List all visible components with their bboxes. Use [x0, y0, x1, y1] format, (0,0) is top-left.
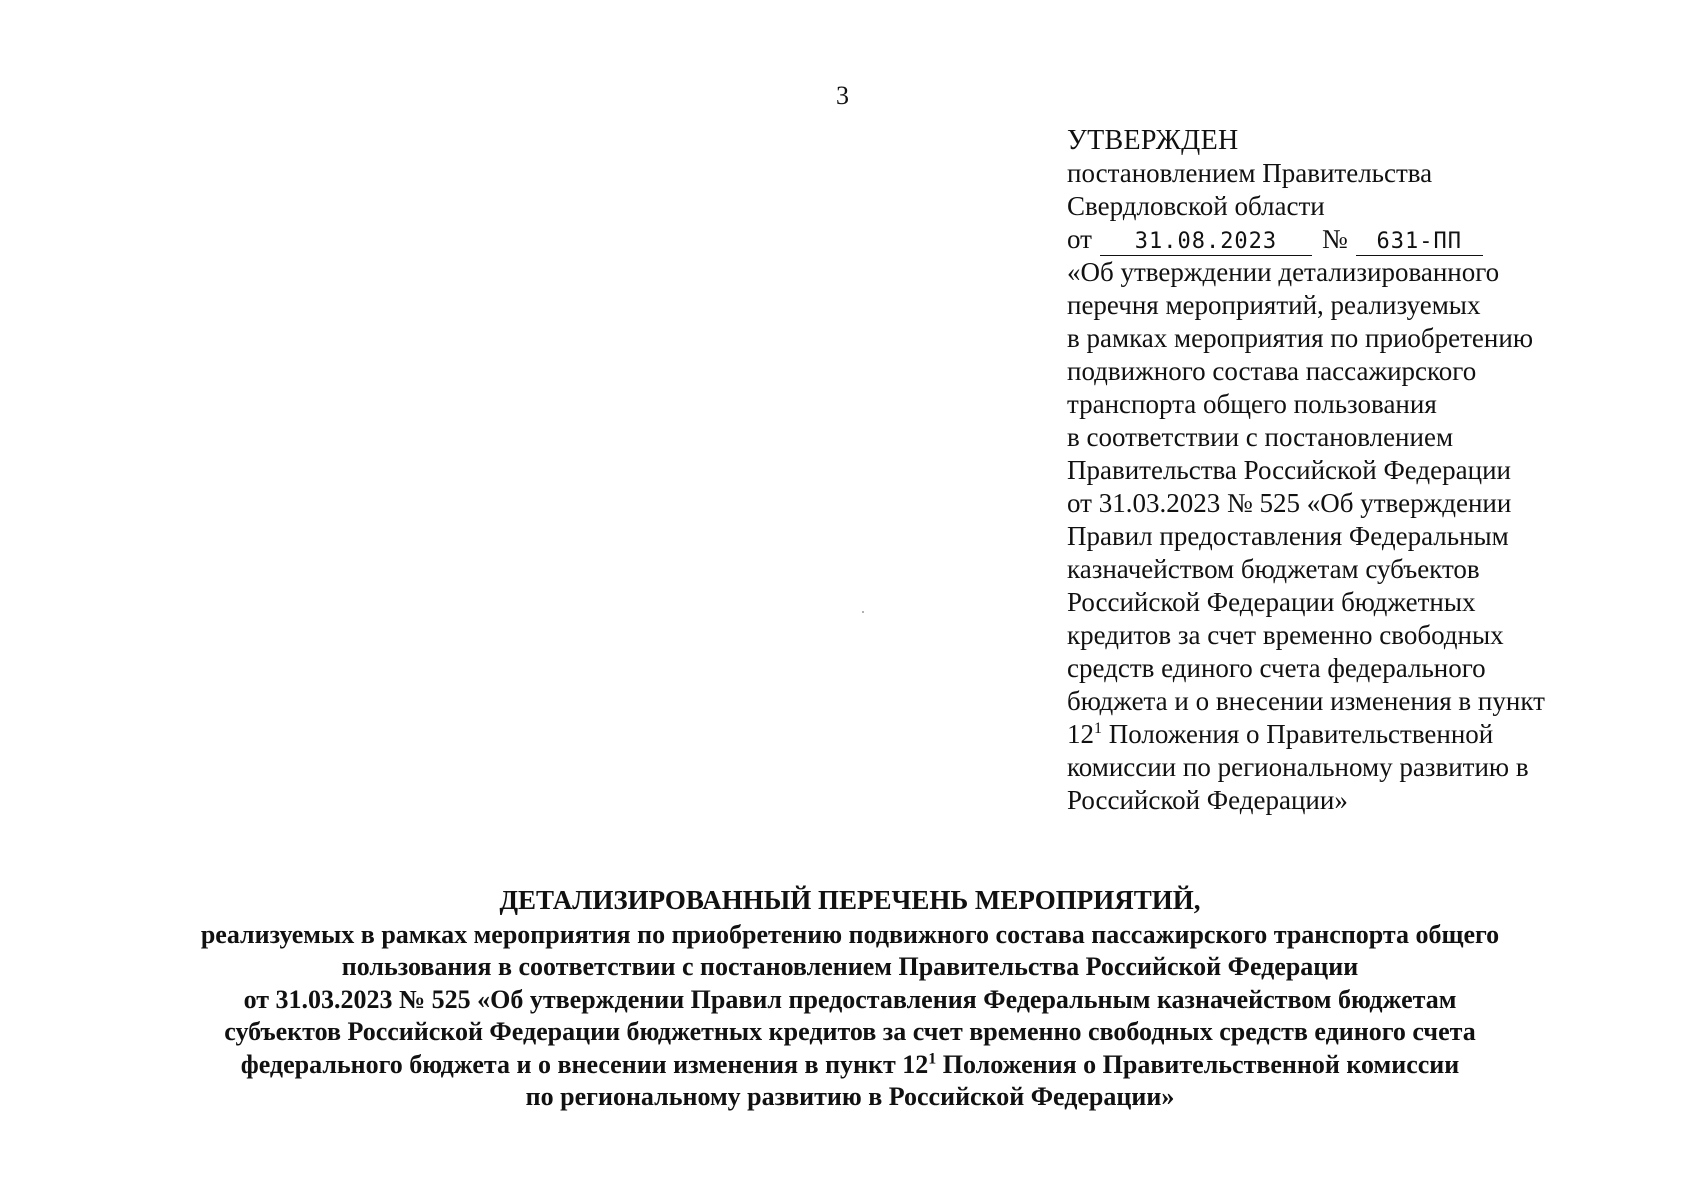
approval-body-line: «Об утверждении детализированного — [1067, 257, 1500, 287]
approval-body-line: транспорта общего пользования — [1067, 389, 1437, 419]
approval-tail-line: комиссии по региональному развитию в — [1067, 752, 1529, 782]
approval-date-field: 31.08.2023 — [1100, 229, 1312, 256]
approval-body-line: казначейством бюджетам субъектов — [1067, 554, 1480, 584]
approval-tail-line: Российской Федерации» — [1067, 785, 1348, 815]
title-line-4: субъектов Российской Федерации бюджетных кредитов за счет временно свободных средств единого счета — [224, 1017, 1476, 1046]
title-line-6: по региональному развитию в Российской Федерации» — [525, 1082, 1175, 1111]
number-sign: № — [1321, 224, 1348, 254]
approval-body-line: средств единого счета федерального — [1067, 653, 1486, 683]
approval-body-line: в соответствии с постановлением — [1067, 422, 1454, 452]
approval-body-line: Российской Федерации бюджетных — [1067, 587, 1476, 617]
approval-date-number-row — [1067, 223, 1627, 256]
page-number — [0, 80, 1697, 112]
title-line-2: пользования в соответствии с постановлением Правительства Российской Федерации — [341, 952, 1359, 981]
approval-point-line — [1067, 718, 1627, 751]
point-superscript: 1 — [1094, 720, 1102, 737]
title-line-1: реализуемых в рамках мероприятия по приобретению подвижного состава пассажирского транспорта общего — [200, 919, 1500, 949]
approval-line-1: постановлением Правительства — [1067, 158, 1433, 188]
document-main-title: ДЕТАЛИЗИРОВАННЫЙ ПЕРЕЧЕНЬ МЕРОПРИЯТИЙ, — [499, 885, 1201, 915]
approval-line-2: Свердловской области — [1067, 191, 1325, 221]
approval-number-field: 631-ПП — [1356, 229, 1483, 256]
approval-body-line: кредитов за счет временно свободных — [1067, 620, 1504, 650]
point-rest: Положения о Правительственной — [1102, 719, 1494, 749]
title-line-3: от 31.03.2023 № 525 «Об утверждении Правил предоставления Федеральным казначейством бюджетам — [243, 984, 1457, 1014]
document-title-block — [100, 884, 1600, 1114]
title-line-5-before: федерального бюджета и о внесении изменения в пункт 12 — [240, 1049, 929, 1079]
approval-body-line: Правительства Российской Федерации — [1067, 455, 1511, 485]
approval-body-line: перечня мероприятий, реализуемых — [1067, 290, 1481, 320]
title-line-5 — [100, 1049, 1600, 1082]
page-number-text: 3 — [836, 81, 849, 110]
approval-stamp-block — [1067, 124, 1627, 817]
approval-heading: УТВЕРЖДЕН — [1067, 125, 1239, 156]
approval-body-line: бюджета и о внесении изменения в пункт — [1067, 686, 1545, 716]
title-line-5-superscript: 1 — [928, 1049, 937, 1067]
point-number: 12 — [1067, 719, 1094, 749]
approval-body-line: Правил предоставления Федеральным — [1067, 521, 1509, 551]
scan-speck — [862, 611, 864, 613]
title-line-5-after: Положения о Правительственной комиссии — [936, 1049, 1460, 1079]
approval-body-line: в рамках мероприятия по приобретению — [1067, 323, 1533, 353]
approval-body-line: от 31.03.2023 № 525 «Об утверждении — [1067, 488, 1512, 518]
date-prefix: от — [1067, 224, 1092, 254]
approval-body-line: подвижного состава пассажирского — [1067, 356, 1477, 386]
